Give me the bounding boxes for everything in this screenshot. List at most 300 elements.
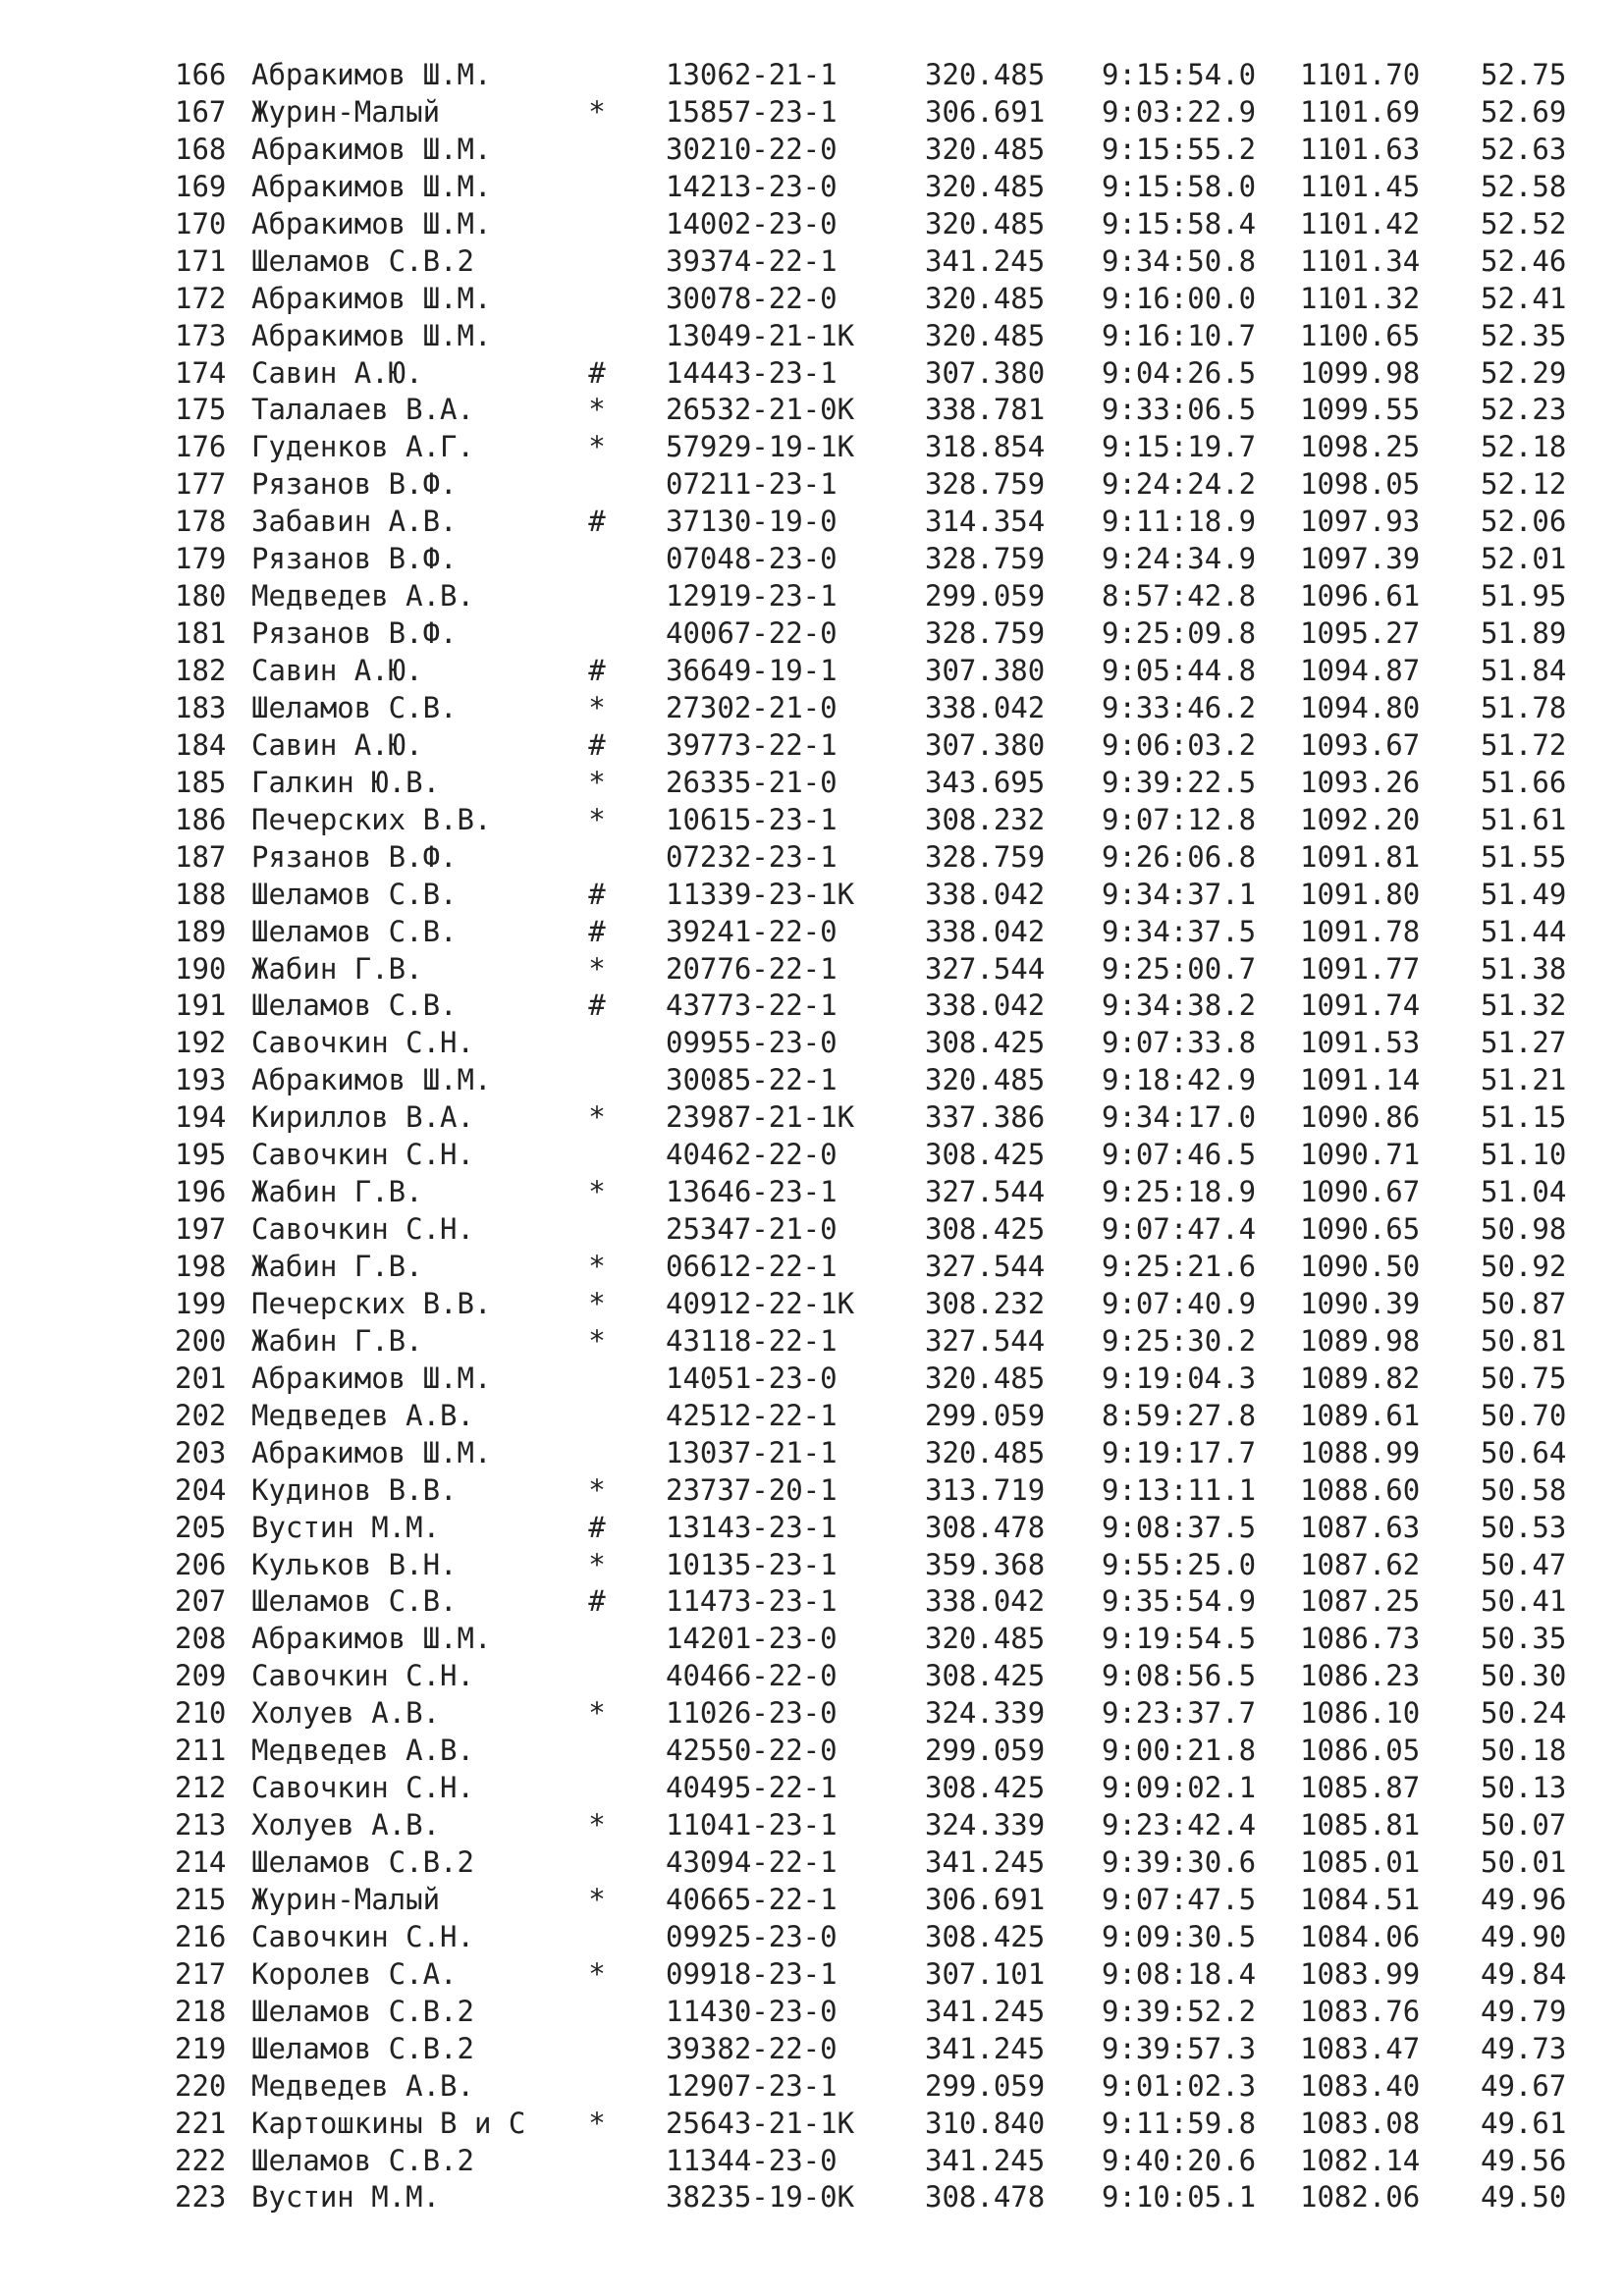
points-cell: 51.27 [1481,1026,1567,1060]
ring-cell: 20776-22-1 [666,951,838,986]
dist-cell: 338.042 [925,690,1046,724]
speed-cell: 1090.71 [1300,1138,1421,1172]
points-cell: 52.63 [1481,132,1567,166]
points-cell: 49.50 [1481,2180,1567,2215]
name-cell: Абракимов Ш.М. [251,1435,492,1469]
ring-cell: 13143-23-1 [666,1510,838,1544]
dist-cell: 308.425 [925,1919,1046,1953]
points-cell: 51.89 [1481,616,1567,651]
name-cell: Холуев А.В. [251,1696,441,1731]
mark-cell: * [588,393,606,427]
dist-cell: 327.544 [925,951,1046,986]
speed-cell: 1082.06 [1300,2180,1421,2215]
points-cell: 51.10 [1481,1138,1567,1172]
speed-cell: 1086.10 [1300,1696,1421,1731]
dist-cell: 320.485 [925,169,1046,203]
speed-cell: 1097.93 [1300,505,1421,539]
speed-cell: 1091.74 [1300,988,1421,1023]
time-cell: 9:23:42.4 [1102,1808,1257,1842]
dist-cell: 308.425 [925,1659,1046,1693]
mark-cell: # [588,1584,606,1619]
speed-cell: 1085.81 [1300,1808,1421,1842]
speed-cell: 1092.20 [1300,802,1421,836]
mark-cell: # [588,505,606,539]
time-cell: 9:15:54.0 [1102,58,1257,91]
name-cell: Абракимов Ш.М. [251,58,492,91]
dist-cell: 308.425 [925,1212,1046,1247]
place-cell: 170 [175,206,227,240]
time-cell: 9:09:02.1 [1102,1771,1257,1805]
time-cell: 8:57:42.8 [1102,579,1257,614]
ring-cell: 11339-23-1K [666,877,855,911]
place-cell: 167 [175,94,227,129]
time-cell: 9:15:58.0 [1102,169,1257,203]
time-cell: 9:39:52.2 [1102,1994,1257,2028]
name-cell: Савочкин С.Н. [251,1212,474,1247]
place-cell: 216 [175,1919,227,1953]
name-cell: Медведев А.В. [251,579,474,614]
time-cell: 9:16:00.0 [1102,281,1257,315]
dist-cell: 338.781 [925,393,1046,427]
points-cell: 51.21 [1481,1063,1567,1097]
dist-cell: 341.245 [925,1845,1046,1879]
speed-cell: 1099.55 [1300,393,1421,427]
ring-cell: 42512-22-1 [666,1398,838,1432]
ring-cell: 10135-23-1 [666,1547,838,1581]
time-cell: 9:04:26.5 [1102,355,1257,390]
place-cell: 205 [175,1510,227,1544]
speed-cell: 1090.39 [1300,1286,1421,1320]
place-cell: 215 [175,1882,227,1916]
name-cell: Шеламов С.В. [251,877,458,911]
speed-cell: 1090.50 [1300,1250,1421,1283]
time-cell: 9:07:12.8 [1102,802,1257,836]
points-cell: 52.18 [1481,430,1567,464]
time-cell: 9:19:04.3 [1102,1361,1257,1395]
speed-cell: 1098.05 [1300,467,1421,502]
points-cell: 51.04 [1481,1175,1567,1209]
points-cell: 49.79 [1481,1994,1567,2028]
dist-cell: 320.485 [925,1622,1046,1656]
ring-cell: 30078-22-0 [666,281,838,315]
place-cell: 219 [175,2031,227,2065]
mark-cell: # [588,914,606,948]
mark-cell: * [588,765,606,799]
name-cell: Медведев А.В. [251,1398,474,1432]
speed-cell: 1083.47 [1300,2031,1421,2065]
ring-cell: 14002-23-0 [666,206,838,240]
points-cell: 52.69 [1481,94,1567,129]
speed-cell: 1091.78 [1300,914,1421,948]
mark-cell: * [588,1323,606,1358]
mark-cell: # [588,877,606,911]
time-cell: 9:25:09.8 [1102,616,1257,651]
ring-cell: 10615-23-1 [666,802,838,836]
dist-cell: 320.485 [925,206,1046,240]
mark-cell: # [588,355,606,390]
name-cell: Жабин Г.В. [251,1250,423,1283]
dist-cell: 338.042 [925,988,1046,1023]
points-cell: 51.66 [1481,765,1567,799]
points-cell: 50.13 [1481,1771,1567,1805]
points-cell: 51.84 [1481,654,1567,687]
points-cell: 51.95 [1481,579,1567,614]
dist-cell: 307.101 [925,1956,1046,1991]
place-cell: 207 [175,1584,227,1619]
place-cell: 218 [175,1994,227,2028]
points-cell: 51.61 [1481,802,1567,836]
time-cell: 9:07:33.8 [1102,1026,1257,1060]
speed-cell: 1095.27 [1300,616,1421,651]
dist-cell: 299.059 [925,579,1046,614]
mark-cell: * [588,1472,606,1507]
speed-cell: 1087.25 [1300,1584,1421,1619]
place-cell: 192 [175,1026,227,1060]
place-cell: 169 [175,169,227,203]
dist-cell: 306.691 [925,94,1046,129]
dist-cell: 314.354 [925,505,1046,539]
time-cell: 9:39:57.3 [1102,2031,1257,2065]
time-cell: 9:05:44.8 [1102,654,1257,687]
mark-cell: * [588,2106,606,2140]
ring-cell: 26335-21-0 [666,765,838,799]
time-cell: 9:15:19.7 [1102,430,1257,464]
time-cell: 9:40:20.6 [1102,2143,1257,2177]
dist-cell: 308.232 [925,1286,1046,1320]
ring-cell: 13646-23-1 [666,1175,838,1209]
points-cell: 50.87 [1481,1286,1567,1320]
speed-cell: 1091.80 [1300,877,1421,911]
place-cell: 186 [175,802,227,836]
speed-cell: 1088.99 [1300,1435,1421,1469]
name-cell: Рязанов В.Ф. [251,616,458,651]
points-cell: 51.32 [1481,988,1567,1023]
place-cell: 177 [175,467,227,502]
points-cell: 52.01 [1481,542,1567,576]
dist-cell: 299.059 [925,1398,1046,1432]
speed-cell: 1101.45 [1300,169,1421,203]
time-cell: 9:33:46.2 [1102,690,1257,724]
time-cell: 9:26:06.8 [1102,839,1257,874]
points-cell: 50.30 [1481,1659,1567,1693]
name-cell: Абракимов Ш.М. [251,132,492,166]
mark-cell: * [588,802,606,836]
mark-cell: * [588,1808,606,1842]
name-cell: Печерских В.В. [251,802,492,836]
name-cell: Савочкин С.Н. [251,1659,474,1693]
points-cell: 51.38 [1481,951,1567,986]
time-cell: 9:25:00.7 [1102,951,1257,986]
ring-cell: 09955-23-0 [666,1026,838,1060]
dist-cell: 338.042 [925,1584,1046,1619]
place-cell: 189 [175,914,227,948]
name-cell: Савочкин С.Н. [251,1138,474,1172]
points-cell: 50.70 [1481,1398,1567,1432]
speed-cell: 1083.76 [1300,1994,1421,2028]
name-cell: Рязанов В.Ф. [251,542,458,576]
ring-cell: 40067-22-0 [666,616,838,651]
place-cell: 175 [175,393,227,427]
speed-cell: 1088.60 [1300,1472,1421,1507]
name-cell: Галкин Ю.В. [251,765,441,799]
points-cell: 50.98 [1481,1212,1567,1247]
name-cell: Савочкин С.Н. [251,1919,474,1953]
place-cell: 166 [175,58,227,91]
name-cell: Абракимов Ш.М. [251,1361,492,1395]
ring-cell: 15857-23-1 [666,94,838,129]
ring-cell: 25643-21-1K [666,2106,855,2140]
place-cell: 180 [175,579,227,614]
dist-cell: 310.840 [925,2106,1046,2140]
ring-cell: 14443-23-1 [666,355,838,390]
name-cell: Кудинов В.В. [251,1472,458,1507]
speed-cell: 1090.65 [1300,1212,1421,1247]
dist-cell: 338.042 [925,877,1046,911]
time-cell: 9:10:05.1 [1102,2180,1257,2215]
points-cell: 50.18 [1481,1734,1567,1768]
time-cell: 9:08:37.5 [1102,1510,1257,1544]
name-cell: Медведев А.В. [251,1734,474,1768]
ring-cell: 30210-22-0 [666,132,838,166]
time-cell: 9:16:10.7 [1102,318,1257,352]
place-cell: 210 [175,1696,227,1731]
place-cell: 198 [175,1250,227,1283]
place-cell: 211 [175,1734,227,1768]
mark-cell: * [588,1100,606,1135]
name-cell: Забавин А.В. [251,505,458,539]
mark-cell: * [588,1286,606,1320]
mark-cell: * [588,1956,606,1991]
ring-cell: 57929-19-1K [666,430,855,464]
time-cell: 9:25:30.2 [1102,1323,1257,1358]
name-cell: Шеламов С.В.2 [251,243,474,278]
speed-cell: 1091.77 [1300,951,1421,986]
points-cell: 52.41 [1481,281,1567,315]
dist-cell: 341.245 [925,2143,1046,2177]
mark-cell: * [588,690,606,724]
dist-cell: 328.759 [925,839,1046,874]
dist-cell: 337.386 [925,1100,1046,1135]
place-cell: 187 [175,839,227,874]
place-cell: 214 [175,1845,227,1879]
speed-cell: 1084.06 [1300,1919,1421,1953]
ring-cell: 23987-21-1K [666,1100,855,1135]
name-cell: Жабин Г.В. [251,951,423,986]
ring-cell: 07232-23-1 [666,839,838,874]
ring-cell: 37130-19-0 [666,505,838,539]
ring-cell: 12907-23-1 [666,2068,838,2103]
place-cell: 184 [175,727,227,762]
time-cell: 8:59:27.8 [1102,1398,1257,1432]
points-cell: 50.92 [1481,1250,1567,1283]
dist-cell: 343.695 [925,765,1046,799]
ring-cell: 30085-22-1 [666,1063,838,1097]
dist-cell: 320.485 [925,281,1046,315]
dist-cell: 308.232 [925,802,1046,836]
mark-cell: # [588,654,606,687]
dist-cell: 318.854 [925,430,1046,464]
speed-cell: 1101.32 [1300,281,1421,315]
ring-cell: 27302-21-0 [666,690,838,724]
name-cell: Рязанов В.Ф. [251,467,458,502]
speed-cell: 1101.34 [1300,243,1421,278]
time-cell: 9:34:38.2 [1102,988,1257,1023]
place-cell: 171 [175,243,227,278]
place-cell: 190 [175,951,227,986]
ring-cell: 14051-23-0 [666,1361,838,1395]
ring-cell: 26532-21-0K [666,393,855,427]
ring-cell: 39374-22-1 [666,243,838,278]
dist-cell: 306.691 [925,1882,1046,1916]
points-cell: 51.72 [1481,727,1567,762]
time-cell: 9:23:37.7 [1102,1696,1257,1731]
place-cell: 196 [175,1175,227,1209]
name-cell: Абракимов Ш.М. [251,169,492,203]
mark-cell: * [588,951,606,986]
time-cell: 9:18:42.9 [1102,1063,1257,1097]
speed-cell: 1085.01 [1300,1845,1421,1879]
points-cell: 51.49 [1481,877,1567,911]
mark-cell: * [588,430,606,464]
speed-cell: 1094.80 [1300,690,1421,724]
dist-cell: 308.425 [925,1771,1046,1805]
speed-cell: 1093.26 [1300,765,1421,799]
time-cell: 9:34:37.1 [1102,877,1257,911]
time-cell: 9:39:22.5 [1102,765,1257,799]
speed-cell: 1086.23 [1300,1659,1421,1693]
name-cell: Абракимов Ш.М. [251,206,492,240]
dist-cell: 327.544 [925,1175,1046,1209]
points-cell: 50.53 [1481,1510,1567,1544]
place-cell: 174 [175,355,227,390]
ring-cell: 40912-22-1K [666,1286,855,1320]
dist-cell: 338.042 [925,914,1046,948]
time-cell: 9:19:17.7 [1102,1435,1257,1469]
name-cell: Картошкины В и С [251,2106,526,2140]
points-cell: 52.23 [1481,393,1567,427]
dist-cell: 320.485 [925,318,1046,352]
speed-cell: 1083.40 [1300,2068,1421,2103]
time-cell: 9:08:18.4 [1102,1956,1257,1991]
time-cell: 9:03:22.9 [1102,94,1257,129]
name-cell: Талалаев В.А. [251,393,474,427]
points-cell: 49.90 [1481,1919,1567,1953]
points-cell: 52.46 [1481,243,1567,278]
points-cell: 51.78 [1481,690,1567,724]
time-cell: 9:06:03.2 [1102,727,1257,762]
mark-cell: * [588,1547,606,1581]
time-cell: 9:35:54.9 [1102,1584,1257,1619]
points-cell: 52.29 [1481,355,1567,390]
name-cell: Королев С.А. [251,1956,458,1991]
name-cell: Шеламов С.В. [251,988,458,1023]
name-cell: Холуев А.В. [251,1808,441,1842]
time-cell: 9:25:18.9 [1102,1175,1257,1209]
dist-cell: 324.339 [925,1696,1046,1731]
time-cell: 9:01:02.3 [1102,2068,1257,2103]
points-cell: 51.15 [1481,1100,1567,1135]
name-cell: Печерских В.В. [251,1286,492,1320]
dist-cell: 328.759 [925,467,1046,502]
dist-cell: 320.485 [925,132,1046,166]
dist-cell: 307.380 [925,727,1046,762]
ring-cell: 14213-23-0 [666,169,838,203]
place-cell: 217 [175,1956,227,1991]
ring-cell: 43118-22-1 [666,1323,838,1358]
place-cell: 193 [175,1063,227,1097]
dist-cell: 299.059 [925,2068,1046,2103]
time-cell: 9:15:55.2 [1102,132,1257,166]
dist-cell: 308.478 [925,2180,1046,2215]
name-cell: Шеламов С.В. [251,690,458,724]
speed-cell: 1083.08 [1300,2106,1421,2140]
place-cell: 179 [175,542,227,576]
time-cell: 9:13:11.1 [1102,1472,1257,1507]
speed-cell: 1097.39 [1300,542,1421,576]
time-cell: 9:39:30.6 [1102,1845,1257,1879]
place-cell: 178 [175,505,227,539]
dist-cell: 320.485 [925,58,1046,91]
time-cell: 9:00:21.8 [1102,1734,1257,1768]
speed-cell: 1094.87 [1300,654,1421,687]
time-cell: 9:11:59.8 [1102,2106,1257,2140]
name-cell: Шеламов С.В. [251,914,458,948]
name-cell: Шеламов С.В. [251,1584,458,1619]
speed-cell: 1089.61 [1300,1398,1421,1432]
speed-cell: 1085.87 [1300,1771,1421,1805]
points-cell: 51.55 [1481,839,1567,874]
speed-cell: 1091.81 [1300,839,1421,874]
time-cell: 9:08:56.5 [1102,1659,1257,1693]
speed-cell: 1100.65 [1300,318,1421,352]
points-cell: 49.56 [1481,2143,1567,2177]
time-cell: 9:07:47.4 [1102,1212,1257,1247]
time-cell: 9:34:37.5 [1102,914,1257,948]
time-cell: 9:33:06.5 [1102,393,1257,427]
mark-cell: * [588,94,606,129]
name-cell: Журин-Малый [251,94,441,129]
points-cell: 49.73 [1481,2031,1567,2065]
ring-cell: 40495-22-1 [666,1771,838,1805]
ring-cell: 40462-22-0 [666,1138,838,1172]
name-cell: Медведев А.В. [251,2068,474,2103]
points-cell: 51.44 [1481,914,1567,948]
ring-cell: 13037-21-1 [666,1435,838,1469]
ring-cell: 11430-23-0 [666,1994,838,2028]
points-cell: 50.07 [1481,1808,1567,1842]
place-cell: 194 [175,1100,227,1135]
ring-cell: 11026-23-0 [666,1696,838,1731]
name-cell: Шеламов С.В.2 [251,2143,474,2177]
speed-cell: 1093.67 [1300,727,1421,762]
name-cell: Жабин Г.В. [251,1323,423,1358]
mark-cell: # [588,727,606,762]
place-cell: 182 [175,654,227,687]
place-cell: 220 [175,2068,227,2103]
ring-cell: 11344-23-0 [666,2143,838,2177]
time-cell: 9:07:40.9 [1102,1286,1257,1320]
name-cell: Журин-Малый [251,1882,441,1916]
place-cell: 173 [175,318,227,352]
time-cell: 9:55:25.0 [1102,1547,1257,1581]
time-cell: 9:25:21.6 [1102,1250,1257,1283]
ring-cell: 07211-23-1 [666,467,838,502]
speed-cell: 1087.62 [1300,1547,1421,1581]
place-cell: 223 [175,2180,227,2215]
place-cell: 183 [175,690,227,724]
ring-cell: 23737-20-1 [666,1472,838,1507]
dist-cell: 320.485 [925,1063,1046,1097]
